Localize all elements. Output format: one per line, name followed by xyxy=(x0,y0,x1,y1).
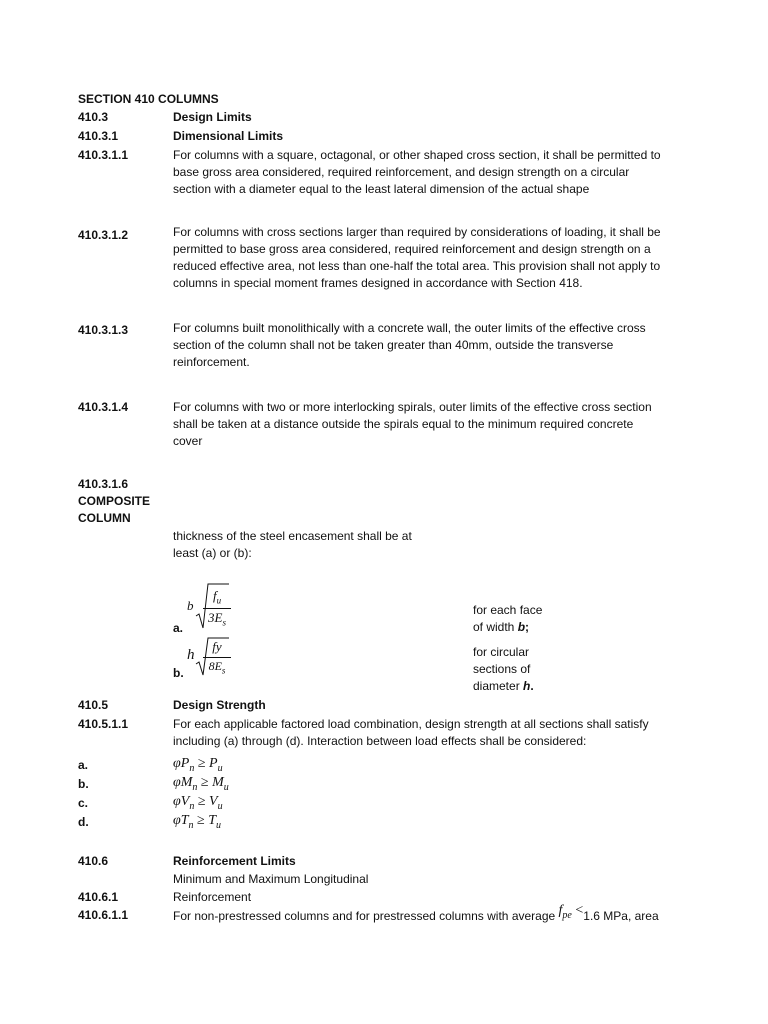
heading-reinforcement: Reinforcement xyxy=(173,890,252,904)
rhs-sub: u xyxy=(217,762,223,774)
fraction-numerator: fy xyxy=(212,639,222,654)
paragraph-line: For each applicable factored load combination, design strength at all sections shall satisfy xyxy=(173,717,649,731)
lhs: T xyxy=(180,813,189,828)
paragraph-line: section with a diameter equal to the least lateral dimension of the actual shape xyxy=(173,182,590,196)
heading-reinforcement-limits: Reinforcement Limits xyxy=(173,854,296,868)
phi: φ xyxy=(173,794,181,809)
den-sub: s xyxy=(221,665,226,676)
section-number-410-3-1-2: 410.3.1.2 xyxy=(78,228,129,242)
operator: ≥ xyxy=(194,794,209,809)
math-sub: pe xyxy=(562,909,572,921)
paragraph-line: For columns with a square, octagonal, or other shaped cross section, it shall be permitted to xyxy=(173,148,661,162)
paragraph-410-3-1-6 xyxy=(173,528,412,562)
paragraph-410-6-1-1 xyxy=(173,903,659,930)
section-number-410-5: 410.5 xyxy=(78,698,109,712)
item-b-description xyxy=(473,644,534,695)
fraction-bar xyxy=(203,657,231,658)
lhs-sub: n xyxy=(192,781,198,793)
paragraph-410-5-1-1 xyxy=(173,716,649,750)
paragraph-line: including (a) through (d). Interaction between load effects shall be considered: xyxy=(173,734,587,748)
paragraph-line: base gross area considered, required reinforcement, and design strength on a circular xyxy=(173,165,630,179)
math-op: < xyxy=(571,903,584,918)
rhs: M xyxy=(212,775,224,790)
inequality-marker: a. xyxy=(78,758,89,772)
description-line: for circular xyxy=(473,645,530,659)
operator: ≥ xyxy=(194,756,209,771)
paragraph-410-3-1-2 xyxy=(173,224,661,292)
rhs: V xyxy=(209,794,218,809)
section-number-410-3-1-3: 410.3.1.3 xyxy=(78,323,129,337)
item-a-description xyxy=(473,602,542,636)
section-title: SECTION 410 COLUMNS xyxy=(78,92,219,106)
inequality-marker: b. xyxy=(78,777,89,791)
math-fpe xyxy=(558,903,584,921)
description-text: diameter xyxy=(473,679,524,693)
description-var: h xyxy=(523,679,531,693)
description-end: . xyxy=(530,679,534,693)
paragraph-line: For columns with two or more interlocking spirals, outer limits of the effective cross section xyxy=(173,400,652,414)
rhs-sub: u xyxy=(217,800,223,812)
section-number-410-3: 410.3 xyxy=(78,110,109,124)
paragraph-410-3-1-3 xyxy=(173,320,646,371)
item-a-marker: a. xyxy=(173,621,184,635)
paragraph-text: 1.6 MPa, area xyxy=(583,909,659,923)
fraction-bar xyxy=(203,608,231,609)
section-number-410-3-1-6 xyxy=(78,476,150,527)
description-var: b xyxy=(517,620,526,634)
paragraph-line: cover xyxy=(173,434,203,448)
paragraph-line: columns in special moment frames designed in accordance with Section 418. xyxy=(173,276,583,290)
paragraph-line: shall be taken at a distance outside the spirals equal to the minimum required concrete xyxy=(173,417,634,431)
inequality-marker: c. xyxy=(78,796,89,810)
formula-var: b xyxy=(187,598,194,613)
paragraph-410-3-1-1 xyxy=(173,147,661,198)
paragraph-line: permitted to base gross area considered, required reinforcement and design strength on a xyxy=(173,242,651,256)
den-main: 3E xyxy=(208,610,223,625)
fraction-denominator xyxy=(203,610,231,628)
section-number-410-6-1: 410.6.1 xyxy=(78,890,119,904)
formula-var: h xyxy=(187,647,195,663)
description-line: sections of xyxy=(473,662,531,676)
inequality-d xyxy=(173,812,221,834)
phi: φ xyxy=(173,775,181,790)
inequality-marker: d. xyxy=(78,815,89,829)
section-label-line: COLUMN xyxy=(78,511,131,525)
num-main: f xyxy=(212,588,217,603)
subheading-min-max-longitudinal: Minimum and Maximum Longitudinal xyxy=(173,872,369,886)
description-end: ; xyxy=(525,620,530,634)
math-var: f xyxy=(558,903,563,918)
description-line xyxy=(473,678,534,695)
section-label-line: COMPOSITE xyxy=(78,494,151,508)
description-text: of width xyxy=(473,620,518,634)
heading-design-limits: Design Limits xyxy=(173,110,252,124)
lhs: V xyxy=(180,794,190,809)
paragraph-line: For columns built monolithically with a concrete wall, the outer limits of the effective cross xyxy=(173,321,646,335)
section-number: 410.3.1.6 xyxy=(78,477,129,491)
paragraph-line: least (a) or (b): xyxy=(173,546,252,560)
rhs-sub: u xyxy=(223,781,229,793)
section-number-410-6-1-1: 410.6.1.1 xyxy=(78,908,129,922)
section-number-410-3-1: 410.3.1 xyxy=(78,129,119,143)
phi: φ xyxy=(173,756,181,771)
fraction-numerator xyxy=(203,588,231,606)
rhs-sub: u xyxy=(216,819,222,831)
section-number-410-6: 410.6 xyxy=(78,854,109,868)
paragraph-line: For columns with cross sections larger than required by considerations of loading, it shall be xyxy=(173,225,661,239)
den-sub: s xyxy=(222,617,226,628)
fraction-denominator xyxy=(203,659,231,675)
paragraph-410-3-1-4 xyxy=(173,399,652,450)
operator: ≥ xyxy=(197,775,213,790)
phi: φ xyxy=(173,813,181,828)
paragraph-line: reduced effective area, not less than one-half the total area. This provision shall not apply to xyxy=(173,259,661,273)
item-b-marker: b. xyxy=(173,666,184,680)
heading-design-strength: Design Strength xyxy=(173,698,266,712)
description-line xyxy=(473,619,542,636)
den-main: 8E xyxy=(208,659,222,673)
lhs: P xyxy=(180,756,190,771)
lhs-sub: n xyxy=(189,762,195,774)
paragraph-text: For non-prestressed columns and for prestressed columns with average xyxy=(173,909,559,923)
section-number-410-3-1-1: 410.3.1.1 xyxy=(78,148,129,162)
paragraph-line: section of the column shall not be taken greater than 40mm, outside the transverse xyxy=(173,338,614,352)
section-number-410-3-1-4: 410.3.1.4 xyxy=(78,400,129,414)
heading-dimensional-limits: Dimensional Limits xyxy=(173,129,284,143)
operator: ≥ xyxy=(193,813,209,828)
num-sub: u xyxy=(216,595,222,606)
lhs: M xyxy=(180,775,193,790)
rhs: P xyxy=(209,756,218,771)
rhs: T xyxy=(208,813,217,828)
lhs-sub: n xyxy=(188,819,194,831)
paragraph-line: thickness of the steel encasement shall be at xyxy=(173,529,412,543)
paragraph-line: reinforcement. xyxy=(173,355,250,369)
description-line: for each face xyxy=(473,603,543,617)
lhs-sub: n xyxy=(189,800,195,812)
section-number-410-5-1-1: 410.5.1.1 xyxy=(78,717,129,731)
